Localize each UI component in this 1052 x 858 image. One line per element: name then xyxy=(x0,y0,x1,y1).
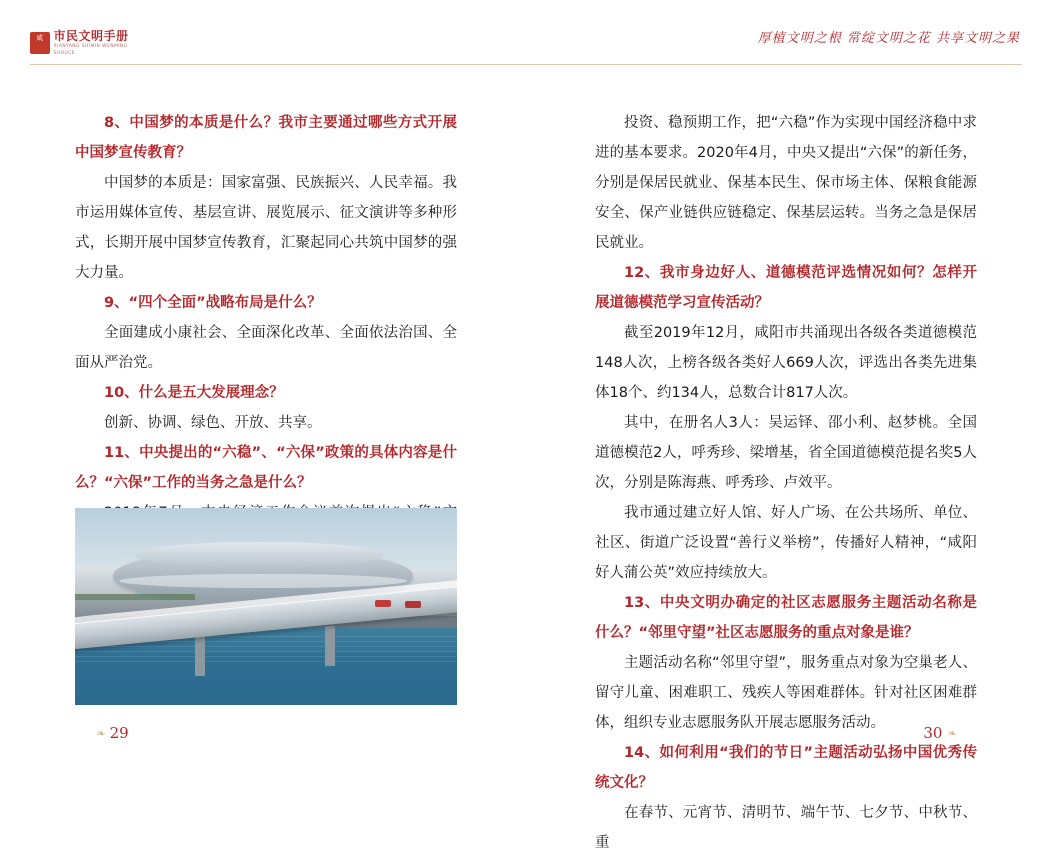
answer-9: 全面建成小康社会、全面深化改革、全面依法治国、全面从严治党。 xyxy=(75,325,457,371)
question-10: 10、什么是五大发展理念？ xyxy=(104,385,284,401)
header-slogan: 厚植文明之根 常绽文明之花 共享文明之果 xyxy=(757,31,1020,46)
photo-bridge-pier xyxy=(325,626,335,666)
question-8: 8、中国梦的本质是什么？我市主要通过哪些方式开展中国梦宣传教育？ xyxy=(75,115,457,161)
photo-stadium-roof xyxy=(135,542,385,568)
answer-10: 创新、协调、绿色、开放、共享。 xyxy=(104,415,322,431)
question-12: 12、我市身边好人、道德模范评选情况如何？怎样开展道德模范学习宣传活动？ xyxy=(595,265,977,311)
answer-12-p2: 其中，在册名人3人：吴运铎、邵小利、赵梦桃。全国道德模范2人，呼秀珍、梁增基，省全国道德模范提名奖5人次，分别是陈海燕、呼秀珍、卢效平。 xyxy=(595,415,977,491)
answer-12-p3: 我市通过建立好人馆、好人广场、在公共场所、单位、社区、街道广泛设置“善行义举榜”，传播好人精神，“咸阳好人蒲公英”效应持续放大。 xyxy=(595,505,977,581)
publication-logo xyxy=(30,26,140,60)
logo-title: 市民文明手册 xyxy=(53,29,129,43)
logo-subtitle: XIANYANG SHIMIN WENMING SHOUCE xyxy=(53,44,128,56)
answer-12-p1: 截至2019年12月，咸阳市共涌现出各级各类道德模范148人次，上榜各级各类好人669人次，评选出各类先进集体18个、约134人，总数合计817人次。 xyxy=(595,325,977,401)
folio-number: 30 xyxy=(923,724,943,742)
ornament-icon: ❧ xyxy=(96,726,105,740)
answer-14: 在春节、元宵节、清明节、端午节、七夕节、中秋节、重 xyxy=(595,805,977,851)
answer-13: 主题活动名称“邻里守望”，服务重点对象为空巢老人、留守儿童、困难职工、残疾人等困难群体。针对社区困难群体，组织专业志愿服务队开展志愿服务活动。 xyxy=(595,655,977,731)
photo-car xyxy=(375,600,391,607)
answer-8: 中国梦的本质是：国家富强、民族振兴、人民幸福。我市运用媒体宣传、基层宣讲、展览展示、征文演讲等多种形式，长期开展中国梦宣传教育，汇聚起同心共筑中国梦的强大力量。 xyxy=(75,175,457,281)
question-13: 13、中央文明办确定的社区志愿服务主题活动名称是什么？“邻里守望”社区志愿服务的重点对象是谁？ xyxy=(595,595,977,641)
page-number-right xyxy=(892,718,992,748)
question-11: 11、中央提出的“六稳”、“六保”政策的具体内容是什么？“六保”工作的当务之急是什么？ xyxy=(75,445,457,491)
header-divider xyxy=(30,64,1022,65)
logo-text xyxy=(54,29,140,57)
left-text-column xyxy=(75,108,457,558)
page-header xyxy=(0,0,1052,78)
page-number-left xyxy=(60,718,160,748)
question-9: 9、“四个全面”战略布局是什么？ xyxy=(104,295,322,311)
photo-car xyxy=(405,601,421,608)
folio-number: 29 xyxy=(109,724,129,742)
seal-icon: 咸 xyxy=(30,32,50,54)
photo-stadium-band xyxy=(119,574,407,588)
answer-11-cont: 投资、稳预期工作，把“六稳”作为实现中国经济稳中求进的基本要求。2020年4月，中央又提出“六保”的新任务，分别是保居民就业、保基本民生、保市场主体、保粮食能源安全、保产业链供应链稳定、保基层运转。当务之急是保居民就业。 xyxy=(595,115,977,251)
question-14: 14、如何利用“我们的节日”主题活动弘扬中国优秀传统文化？ xyxy=(595,745,977,791)
ornament-icon: ❧ xyxy=(947,726,956,740)
photo-bridge-pier xyxy=(195,636,205,676)
stadium-photo xyxy=(75,508,457,705)
